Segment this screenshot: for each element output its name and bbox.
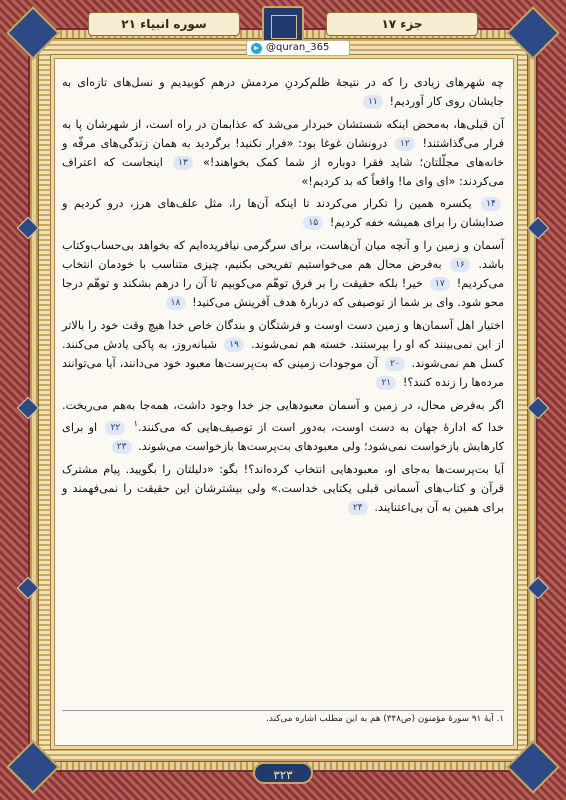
page-number: ۳۲۳ [253,762,313,784]
paragraph [62,237,504,313]
verse-text: به‌فرض محال هم می‌خواستیم تفریحی بکنیم، چیزی متناسب با خودمان انتخاب می‌کردیم! [62,258,504,291]
verse-text: چه شهرهای زیادی را که در نتیجهٔ ظلم‌کردنِ مردمش درهم کوبیدیم و نسل‌های تازه‌ای به جایشان روی کار آوردیم! [62,76,504,108]
verse-text: آسمان و زمین را و آنچه میان آن‌هاست، برای سرگرمی نیافریده‌ایم که بخواهد بی‌حساب‌وکتاب باشد. [62,239,504,272]
verse-text: یکسره همین را تکرار می‌کردند تا اینکه آن‌ها را، مثل علف‌های هرز، درو کردیم و صدایشان را برای همیشه خفه کردیم! [62,197,504,230]
paragraph [62,461,504,518]
footnote-divider [62,710,504,711]
verse-number-badge: ۱۶ [450,258,470,272]
verse-text: درونشان غوغا بود: «فرار نکنید! برگردید به همان زندگی‌های مرفّه و خانه‌های مجلّلتان؛ شاید فقرا دوباره از شما کمک بخواهند!» [62,136,505,169]
juz-label: جزء ۱۷ [326,12,478,36]
verse-number-badge: ۲۰ [385,357,405,371]
verse-number-badge: ۱۳ [173,156,193,170]
telegram-handle[interactable] [246,40,350,56]
paragraph [62,397,504,457]
surah-label: سوره انبیاء ۲۱ [88,12,240,36]
verse-number-badge: ۱۲ [395,137,415,151]
telegram-icon [251,43,262,54]
paragraph [62,317,504,393]
verse-text: شبانه‌روز، به پاکی یادش می‌کنند. کسل هم نمی‌شوند. [62,337,504,370]
page-header [88,6,478,40]
footnote-marker: ۱ [133,419,138,429]
verse-text: اختیار اهل آسمان‌ها و زمین دست اوست و فرشتگان و بندگان خاص خدا هیچ وقت خود را بالاتر از این نمی‌بینند که او را بپرستند. خسته هم نمی‌شوند. [62,318,504,351]
verse-text: اینجاست که اعتراف می‌کردند: «ای وای ما! واقعاً که بد کردیم!» [62,155,504,188]
telegram-handle-text: @quran_365 [266,42,330,53]
verse-number-badge: ۱۴ [481,197,501,211]
verse-number-badge: ۱۵ [303,216,323,230]
paragraph [62,195,504,233]
verse-text: او برای کارهایش بازخواست نمی‌شود؛ ولی معبودهای بت‌پرست‌ها بازخواست می‌شوند. [62,421,504,454]
verse-text: آن قبلی‌ها، به‌محض اینکه شستشان خبردار می‌شد که عذابمان در راه است، از شهرشان پا به فرار می‌گذاشتند! [62,117,504,150]
paragraph [62,116,504,192]
verse-number-badge: ۱۷ [430,277,450,291]
verse-number-badge: ۲۴ [348,501,368,515]
verse-text: خیر! بلکه حقیقت را بر فرق توهّم می‌کوبیم تا آن را درهم بشکند و توهّم درجا محو شود. وای بر شما از توصیفی که دربارهٔ هدف آفرینش می‌کنید! [62,277,504,309]
verse-number-badge: ۱۸ [166,296,186,310]
verse-text: آن موجودات زمینی که بت‌پرست‌ها معبود خود می‌دانند، آیا می‌توانند مرده‌ها را زنده کنند؟! [62,356,504,389]
verse-number-badge: ۲۲ [105,421,125,435]
verse-number-badge: ۲۱ [376,376,396,390]
paragraph [62,74,504,112]
verse-number-badge: ۱۹ [224,338,244,352]
translation-text [62,74,504,522]
verse-number-badge: ۱۱ [363,95,383,109]
verse-number-badge: ۲۳ [112,440,132,454]
verse-text: آیا بت‌پرست‌ها به‌جای او، معبودهایی انتخاب کرده‌اند؟! بگو: «دلیلتان را بگویید. پیام مشترک قرآن و کتاب‌های آسمانی قبلی یکتایی خداست.» ولی بیشترشان این حقیقت را نمی‌فهمند و برای همین به آن بی‌اعتنایند. [62,462,504,514]
footnote: ۱. آیهٔ ۹۱ سورهٔ مؤمنون (ص۳۴۸) هم به این مطلب اشاره می‌کند. [266,714,504,724]
verse-text: اگر به‌فرض محال، در زمین و آسمان معبودهایی جز خدا وجود داشت، همه‌جا به‌هم می‌ریخت. خدا که ادارهٔ جهان به دست اوست، به‌دور است از توصیف‌هایی که می‌کنند. [62,398,505,435]
